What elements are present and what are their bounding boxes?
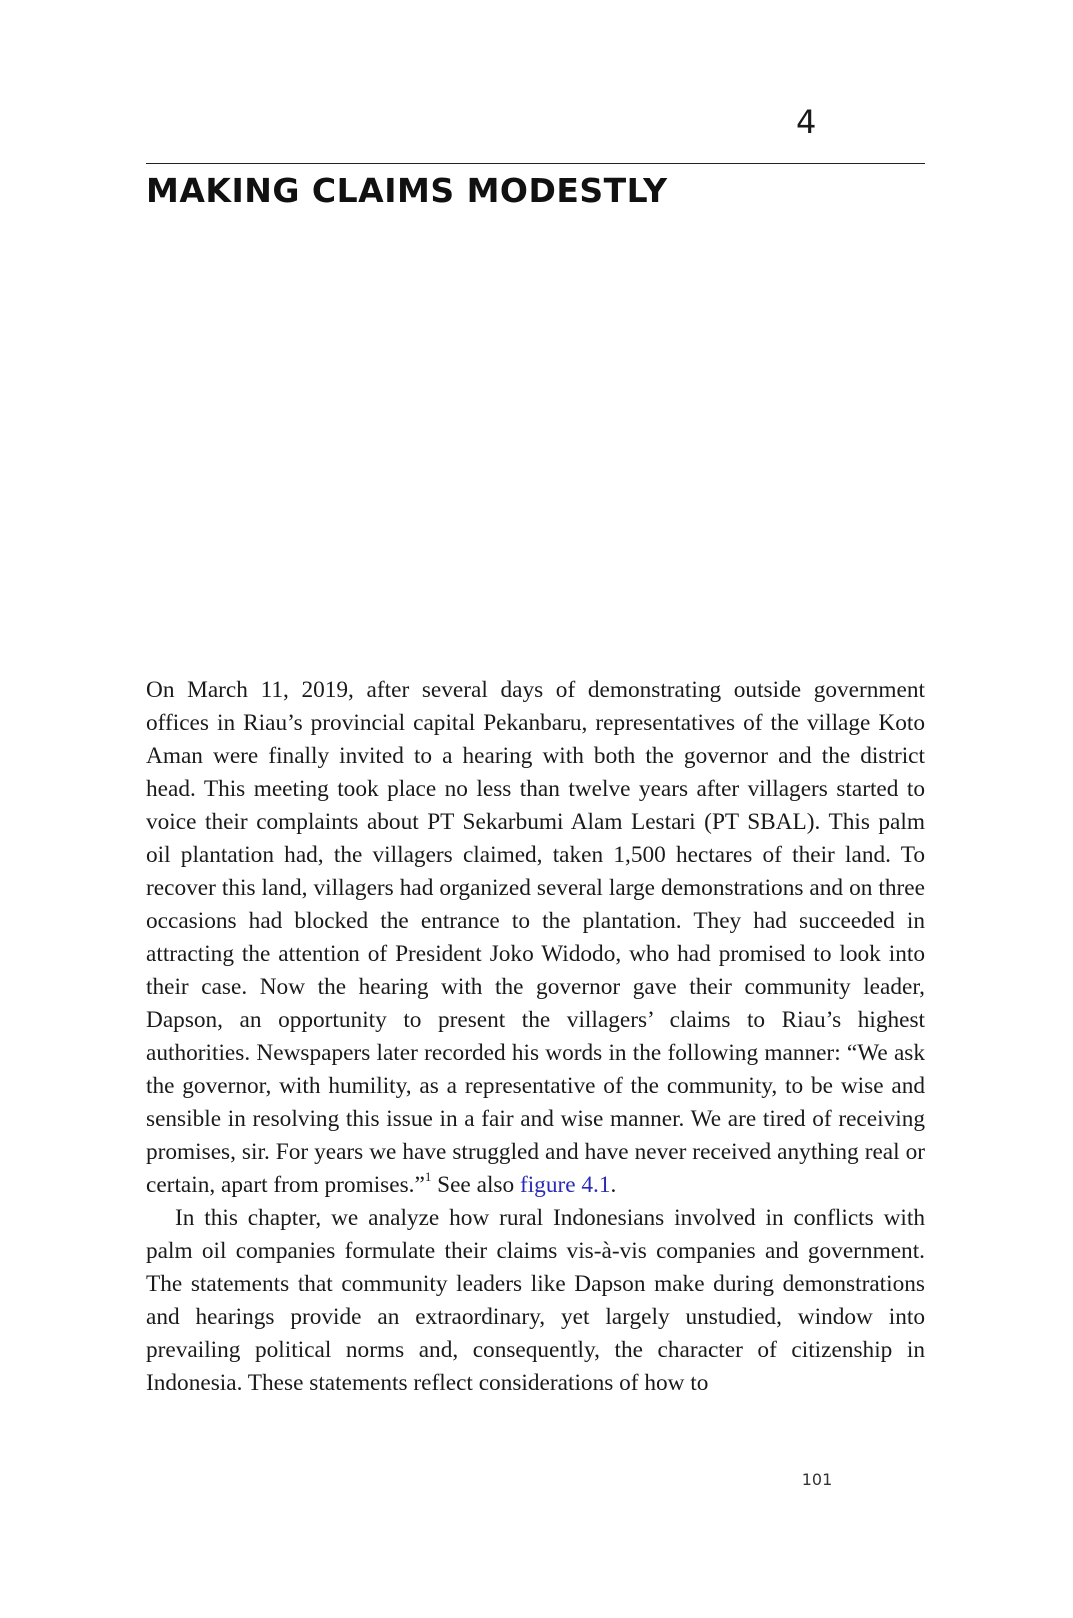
see-also-text: See also (431, 1172, 520, 1198)
chapter-title: MAKING CLAIMS MODESTLY (146, 171, 668, 210)
chapter-rule (146, 163, 925, 164)
body-text (146, 674, 925, 1400)
paragraph-2 (146, 1202, 925, 1400)
paragraph-1-text: On March 11, 2019, after several days of demonstrating outside government offices in Riau’s provincial capital Pekanbaru, representatives of the village Koto Aman were finally invited to a hearing with both the governor and the district head. This meeting took place no less than twelve years after villagers started to voice their complaints about PT Sekarbumi Alam Lestari (PT SBAL). This palm oil plantation had, the villagers claimed, taken 1,500 hectares of their land. To recover this land, villagers had organized several large demonstrations and on three occasions had blocked the entrance to the plantation. They had succeeded in attracting the attention of President Joko Widodo, who had promised to look into their case. Now the hearing with the governor gave their community leader, Dapson, an opportunity to present the villagers’ claims to Riau’s highest authorities. Newspapers later recorded his words in the following manner: “We ask the governor, with humility, as a representative of the community, to be wise and sensible in resolving this issue in a fair and wise manner. We are tired of receiving promises, sir. For years we have struggled and have never received anything real or certain, apart from promises.” (146, 677, 925, 1198)
chapter-number: 4 (796, 103, 817, 141)
figure-link[interactable]: figure 4.1 (519, 1172, 611, 1198)
paragraph-1-end: . (610, 1172, 617, 1198)
paragraph-1 (146, 674, 925, 1202)
page-number: 101 (801, 1470, 833, 1489)
footnote-marker[interactable]: 1 (424, 1169, 432, 1185)
paragraph-2-text: In this chapter, we analyze how rural Indonesians involved in conflicts with palm oil companies formulate their claims vis-à-vis companies and government. The statements that community leaders like Dapson make during demonstrations and hearings provide an extraordinary, yet largely unstudied, window into prevailing political norms and, consequently, the character of citizenship in Indonesia. These statements reflect considerations of how to (146, 1205, 925, 1396)
